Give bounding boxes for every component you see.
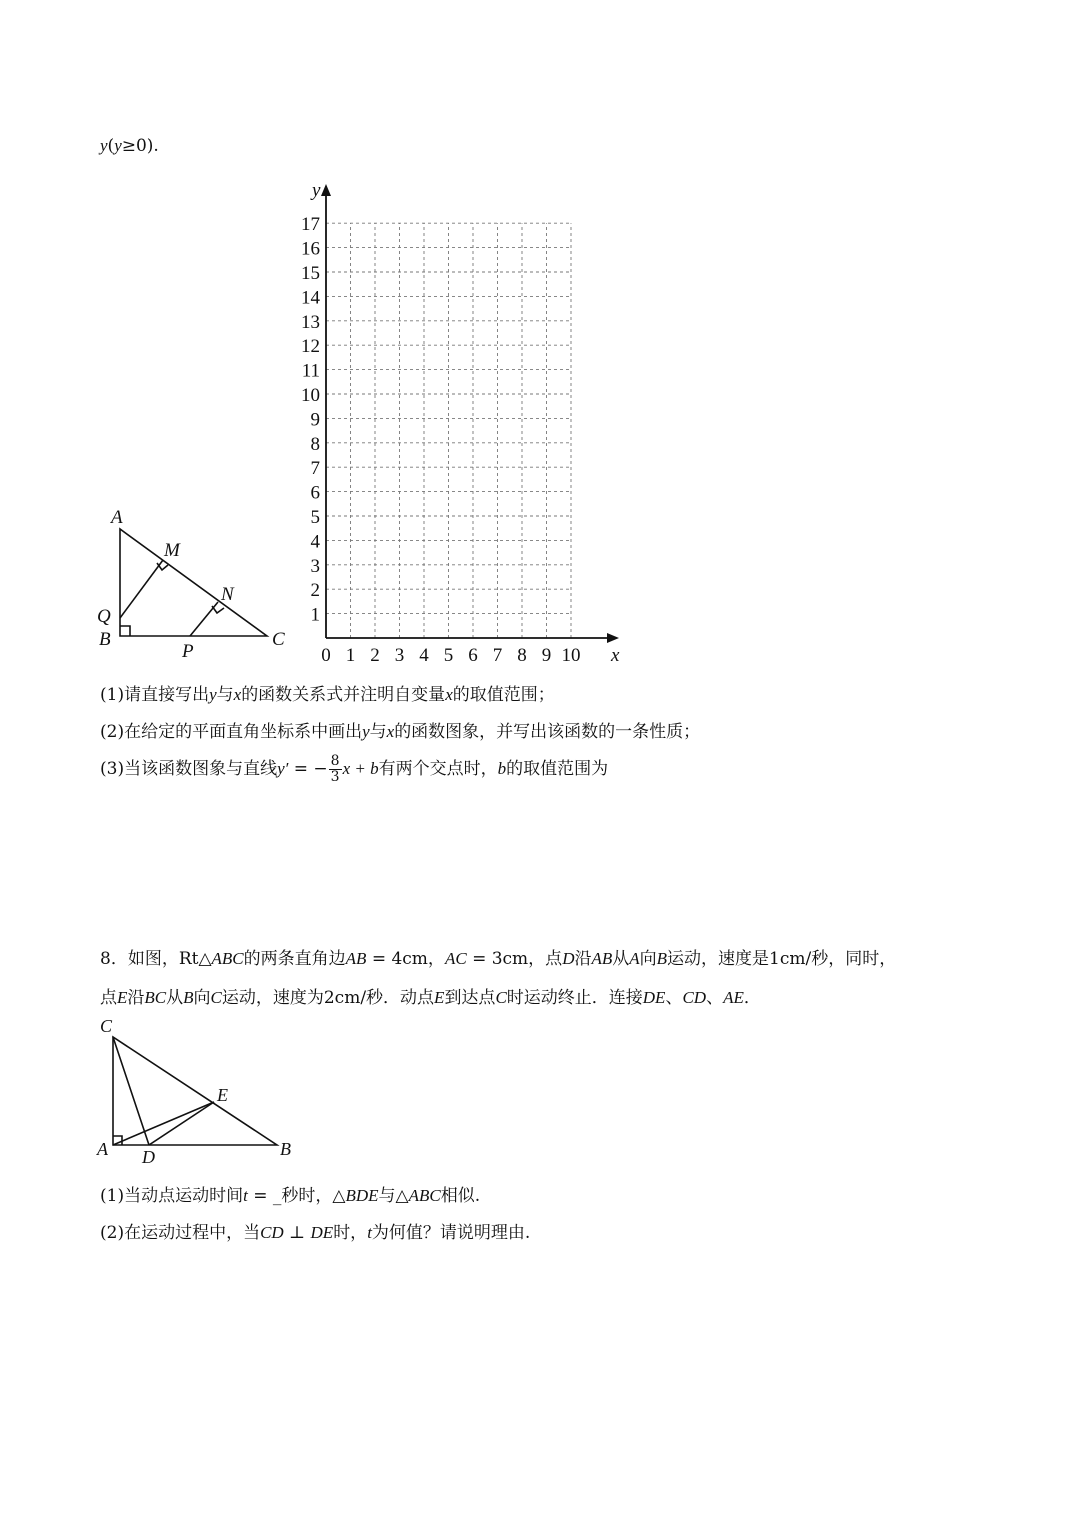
label-b: B bbox=[280, 1139, 291, 1159]
y-tick-label: 13 bbox=[301, 311, 320, 333]
x-axis-arrow bbox=[607, 633, 619, 643]
label-q: Q bbox=[97, 606, 111, 627]
y-tick-label: 9 bbox=[310, 409, 320, 431]
label-m: M bbox=[164, 540, 180, 561]
x-axis-label: x bbox=[611, 645, 620, 666]
x-tick-label: 6 bbox=[468, 645, 478, 666]
x-tick-label: 1 bbox=[345, 645, 356, 666]
q8-part-1: (1)当动点运动时间t = _秒时，△BDE与△ABC相似. bbox=[100, 1186, 481, 1206]
q7-part-3: (3)当该函数图象与直线y′ = − $\frac{8}{3}$ x + b有两个交点时，b的取值范围为 bbox=[100, 753, 609, 785]
var-y: y bbox=[100, 136, 108, 155]
triangle-abc bbox=[113, 1037, 277, 1145]
segment-cd bbox=[113, 1037, 149, 1145]
y-tick-label: 10 bbox=[301, 385, 320, 406]
label-c: C bbox=[272, 629, 285, 650]
q8-triangle-figure bbox=[92, 1015, 307, 1170]
x-tick-label: 4 bbox=[419, 645, 429, 666]
condition: ≥0). bbox=[121, 136, 159, 156]
q8-part-2: (2)在运动过程中，当CD ⊥ DE时，t为何值？请说明理由. bbox=[100, 1223, 531, 1243]
q7-top-line bbox=[100, 136, 159, 156]
y-tick-label: 11 bbox=[301, 360, 320, 382]
q8-line-1: 8．如图，Rt△ABC的两条直角边AB = 4cm，AC = 3cm，点D沿AB从A向B运动，速度是1cm/秒，同时， bbox=[100, 949, 897, 969]
x-tick-label: 5 bbox=[443, 645, 454, 666]
x-tick-label: 7 bbox=[492, 645, 503, 666]
y-tick-label: 7 bbox=[310, 458, 320, 480]
y-tick-label: 15 bbox=[301, 263, 320, 284]
segment-ae bbox=[113, 1102, 214, 1145]
q7-part-1: (1)请直接写出y与x的函数关系式并注明自变量x的取值范围； bbox=[100, 685, 555, 705]
y-tick-label: 5 bbox=[310, 507, 320, 528]
right-angle-b bbox=[120, 626, 130, 636]
x-tick-label: 8 bbox=[517, 645, 527, 666]
segment-pn bbox=[190, 602, 218, 636]
x-tick-label: 0 bbox=[321, 645, 331, 666]
y-tick-label: 8 bbox=[310, 433, 320, 455]
label-c: C bbox=[100, 1016, 113, 1036]
triangle-abc bbox=[120, 529, 267, 636]
right-angle-m bbox=[157, 563, 168, 570]
label-p: P bbox=[182, 641, 194, 662]
q8-line-2: 点E沿BC从B向C运动，速度为2cm/秒．动点E到达点C时运动终止．连接DE、CD、AE． bbox=[100, 988, 761, 1008]
paren: ( bbox=[107, 136, 115, 156]
y-tick-label: 14 bbox=[301, 287, 320, 309]
y-tick-label: 6 bbox=[310, 482, 320, 504]
fraction-8-3: $\frac{8}{3}$ bbox=[330, 753, 340, 785]
y-tick-label: 1 bbox=[310, 604, 320, 626]
grid-lines bbox=[326, 223, 571, 638]
y-tick-label: 2 bbox=[310, 580, 320, 602]
label-d: D bbox=[142, 1147, 155, 1167]
q7-part-2: (2)在给定的平面直角坐标系中画出y与x的函数图象，并写出该函数的一条性质； bbox=[100, 722, 701, 742]
axes bbox=[310, 180, 620, 666]
y-tick-labels bbox=[301, 214, 321, 625]
x-tick-labels bbox=[321, 645, 580, 666]
label-a: A bbox=[97, 1139, 108, 1159]
x-tick-label: 3 bbox=[394, 645, 405, 666]
var-y: y bbox=[114, 136, 122, 155]
y-tick-label: 4 bbox=[310, 531, 320, 553]
y-axis-label: y bbox=[312, 180, 321, 201]
y-tick-label: 17 bbox=[301, 214, 320, 236]
label-n: N bbox=[221, 584, 234, 605]
x-tick-label: 2 bbox=[370, 645, 380, 666]
y-tick-label: 12 bbox=[301, 336, 320, 358]
segment-qm bbox=[120, 560, 163, 618]
segment-de bbox=[149, 1102, 214, 1145]
label-e: E bbox=[217, 1085, 228, 1105]
y-tick-label: 3 bbox=[310, 555, 320, 577]
y-tick-label: 16 bbox=[301, 238, 320, 260]
y-axis-arrow bbox=[321, 184, 331, 196]
coordinate-grid bbox=[285, 178, 625, 668]
q7-triangle-figure bbox=[92, 500, 302, 665]
label-b: B bbox=[99, 629, 111, 650]
x-tick-label: 9 bbox=[541, 645, 552, 666]
x-tick-label: 10 bbox=[561, 645, 581, 666]
label-a: A bbox=[111, 507, 123, 528]
